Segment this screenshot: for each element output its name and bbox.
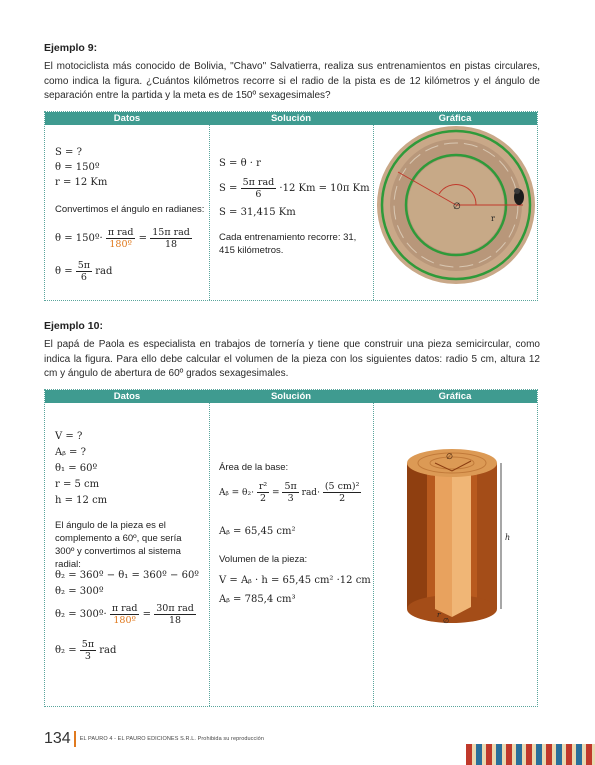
example-10-heading: Ejemplo 10:: [44, 320, 103, 332]
unknown-volume: V = ?: [55, 431, 83, 442]
header-solucion: Solución: [270, 391, 312, 402]
decorative-border-pattern: [466, 744, 595, 765]
example-10-table: [44, 389, 538, 707]
angle-equation-1: θ₂ = 360º − θ₁ = 360º − 60º: [55, 570, 200, 581]
unknown-area: Aᵦ = ?: [55, 447, 86, 458]
area-equation: Aᵦ = θ₂· $\frac{\text{r²}}{2}$ = $\frac{5\pi}{3}$ rad· $\frac{\text{(5 cm)²}}{2}$: [219, 481, 360, 504]
substitution: S = $\frac{\text{5π rad}}{6}$ ·12 Km = 10π Km: [219, 177, 370, 200]
example-10-statement: El papá de Paola es especialista en trabajos de tornería y tiene que construir una pieza semicircular, como indica la figura. Para ello debe calcular el volumen de la pieza con los siguientes datos: radio 5 cm, altura 12 cm y ángulo de abertura de 60º grados sexagesimales.: [44, 339, 540, 379]
area-title: Área de la base:: [219, 462, 289, 473]
convert-note: Convertimos el ángulo en radianes:: [55, 204, 205, 215]
conversion-equation: θ = 150º· $\frac{\text{π rad}}{\text{180º}}$ = $\frac{\text{15π rad}}{18}$: [55, 227, 190, 250]
given-height: h = 12 cm: [55, 495, 108, 506]
grafica-column: [373, 125, 537, 300]
example-9-statement: El motociclista más conocido de Bolivia, "Chavo" Salvatierra, realiza sus entrenamientos en pistas circulares, como indica la figura. ¿Cuántos kilómetros recorre si el radio de la pista es de 12 kilómetros y el ángulo de separación entre la partida y la meta es de 150º sexagesimales?: [44, 61, 540, 101]
cut-face-right: [452, 461, 471, 617]
volume-equation: V = Aᵦ · h = 65,45 cm² ·12 cm: [219, 575, 371, 586]
grafica-column: [373, 403, 537, 706]
header-datos: Datos: [113, 113, 141, 124]
table-header: [45, 112, 537, 125]
cut-face-left: [435, 463, 452, 617]
given-radius: r = 5 cm: [55, 479, 100, 490]
datos-column: [45, 403, 209, 706]
cylinder-piece-illustration: [373, 403, 537, 707]
radius-label: r: [491, 214, 495, 223]
radius-label: r: [437, 611, 441, 619]
bottom-angle-label: ∅: [443, 617, 450, 625]
theta-label: ∅: [453, 202, 461, 212]
unknown-s: S = ?: [55, 147, 82, 158]
example-9-table: [44, 111, 538, 301]
page-number: 134: [44, 730, 71, 747]
header-grafica: Gráfica: [438, 113, 472, 124]
page-footer: [44, 730, 264, 748]
header-datos: Datos: [113, 391, 141, 402]
footer-text: EL PAURO 4 - EL PAURO EDICIONES S.R.L. Prohibida su reproducción: [79, 736, 265, 742]
result-note: Cada entrenamiento recorre: 31, 415 kilómetros.: [219, 232, 357, 256]
height-label: h: [505, 533, 511, 542]
top-angle-label: ∅: [446, 452, 453, 461]
arc-result: S = 31,415 Km: [219, 207, 296, 218]
volume-title: Volumen de la pieza:: [219, 554, 308, 565]
table-header: [45, 390, 537, 403]
conversion-equation: θ₂ = 300º· $\frac{\text{π rad}}{\text{180º}}$ = $\frac{\text{30π rad}}{18}$: [55, 603, 194, 626]
area-result: Aᵦ = 65,45 cm²: [219, 526, 296, 537]
example-9-heading: Ejemplo 9:: [44, 42, 98, 54]
given-theta1: θ₁ = 60º: [55, 463, 98, 474]
angle-note: El ángulo de la pieza es el complemento a 60º, que sería 300º y convertimos al sistema radial:: [55, 520, 182, 570]
arc-formula: S = θ · r: [219, 158, 261, 169]
header-grafica: Gráfica: [438, 391, 472, 402]
solucion-column: [209, 403, 373, 706]
header-solucion: Solución: [270, 113, 312, 124]
race-track-illustration: [373, 125, 537, 301]
angle-equation-2: θ₂ = 300º: [55, 586, 104, 597]
volume-result: Aᵦ = 785,4 cm³: [219, 594, 296, 605]
footer-divider: [74, 731, 76, 747]
conversion-result: θ = $\frac{5\pi}{6}$ rad: [55, 260, 113, 283]
given-radius: r = 12 Km: [55, 177, 108, 188]
conversion-result: θ₂ = $\frac{5\pi}{3}$ rad: [55, 639, 117, 662]
datos-column: [45, 125, 209, 300]
solucion-column: [209, 125, 373, 300]
given-theta: θ = 150º: [55, 162, 100, 173]
